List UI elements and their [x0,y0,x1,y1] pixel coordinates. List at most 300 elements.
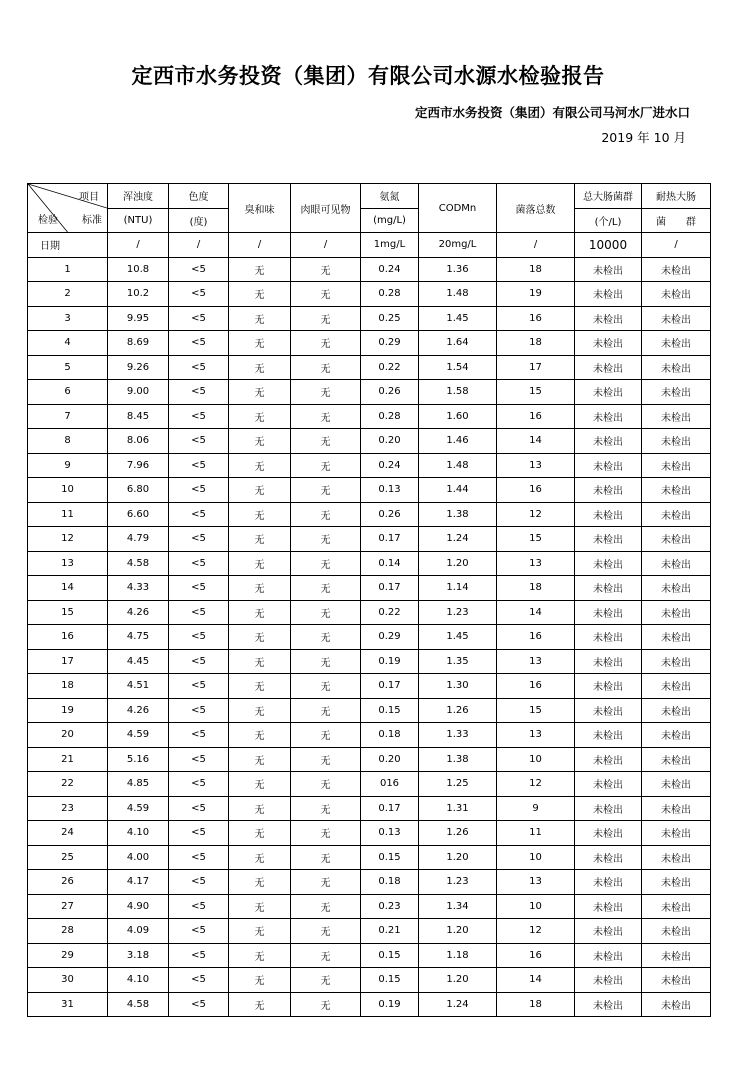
day-cell: 12 [28,527,108,552]
value-cell: 0.15 [361,968,419,993]
corner-item-label: 项目 [79,192,99,203]
value-cell: 13 [497,453,575,478]
value-cell: 无 [229,723,291,748]
value-cell: 未检出 [642,723,711,748]
value-cell: 无 [291,992,361,1017]
standard-value-7: 10000 [575,233,642,258]
value-cell: 10.8 [108,257,169,282]
day-cell: 7 [28,404,108,429]
value-cell: 未检出 [642,600,711,625]
value-cell: 未检出 [642,429,711,454]
column-header-2: 臭和味 [229,184,291,233]
corner-day-label: 日期 [28,233,108,258]
value-cell: 未检出 [642,968,711,993]
value-cell: 6.80 [108,478,169,503]
value-cell: 无 [291,919,361,944]
table-row [28,331,711,356]
day-cell: 9 [28,453,108,478]
value-cell: 16 [497,306,575,331]
table-row [28,747,711,772]
value-cell: 0.20 [361,747,419,772]
value-cell: 1.25 [419,772,497,797]
value-cell: 0.21 [361,919,419,944]
value-cell: 14 [497,429,575,454]
value-cell: 无 [229,453,291,478]
value-cell: 未检出 [575,674,642,699]
value-cell: 1.36 [419,257,497,282]
column-unit-7: (个/L) [575,208,642,233]
value-cell: 未检出 [575,747,642,772]
value-cell: 9.00 [108,380,169,405]
value-cell: 无 [229,306,291,331]
value-cell: <5 [169,551,229,576]
day-cell: 23 [28,796,108,821]
value-cell: 无 [291,527,361,552]
value-cell: 未检出 [642,992,711,1017]
value-cell: 未检出 [575,698,642,723]
value-cell: 1.20 [419,919,497,944]
value-cell: 12 [497,772,575,797]
day-cell: 13 [28,551,108,576]
value-cell: <5 [169,698,229,723]
value-cell: 1.45 [419,625,497,650]
value-cell: 9.26 [108,355,169,380]
value-cell: 0.24 [361,257,419,282]
value-cell: 13 [497,649,575,674]
standard-value-8: / [642,233,711,258]
value-cell: 0.13 [361,478,419,503]
value-cell: 13 [497,551,575,576]
value-cell: 18 [497,576,575,601]
value-cell: 1.26 [419,821,497,846]
value-cell: 1.38 [419,747,497,772]
value-cell: <5 [169,772,229,797]
value-cell: 未检出 [642,894,711,919]
value-cell: 1.20 [419,845,497,870]
value-cell: 3.18 [108,943,169,968]
value-cell: 8.69 [108,331,169,356]
value-cell: <5 [169,331,229,356]
table-row [28,576,711,601]
standard-value-4: 1mg/L [361,233,419,258]
value-cell: 无 [229,551,291,576]
value-cell: 1.20 [419,551,497,576]
value-cell: 未检出 [575,453,642,478]
value-cell: 无 [291,453,361,478]
value-cell: 1.54 [419,355,497,380]
value-cell: 未检出 [575,919,642,944]
value-cell: 无 [291,870,361,895]
value-cell: 4.33 [108,576,169,601]
day-cell: 25 [28,845,108,870]
value-cell: <5 [169,919,229,944]
value-cell: 未检出 [575,551,642,576]
value-cell: 未检出 [642,282,711,307]
value-cell: 无 [229,380,291,405]
value-cell: 未检出 [575,943,642,968]
column-unit-8: 菌 群 [642,208,711,233]
value-cell: <5 [169,380,229,405]
value-cell: 未检出 [642,404,711,429]
value-cell: <5 [169,747,229,772]
value-cell: 1.30 [419,674,497,699]
value-cell: 无 [291,772,361,797]
value-cell: 18 [497,257,575,282]
value-cell: <5 [169,674,229,699]
table-row [28,380,711,405]
day-cell: 11 [28,502,108,527]
value-cell: 无 [229,331,291,356]
value-cell: 未检出 [575,282,642,307]
value-cell: 未检出 [575,502,642,527]
value-cell: 1.26 [419,698,497,723]
day-cell: 30 [28,968,108,993]
value-cell: 1.48 [419,453,497,478]
table-row [28,551,711,576]
day-cell: 31 [28,992,108,1017]
value-cell: 无 [229,698,291,723]
day-cell: 28 [28,919,108,944]
value-cell: 未检出 [575,331,642,356]
value-cell: 10 [497,894,575,919]
header-row [28,184,711,209]
value-cell: <5 [169,600,229,625]
value-cell: 15 [497,380,575,405]
value-cell: 无 [291,625,361,650]
value-cell: 4.85 [108,772,169,797]
table-row [28,649,711,674]
value-cell: 无 [229,796,291,821]
value-cell: 无 [229,257,291,282]
table-row [28,698,711,723]
value-cell: 12 [497,502,575,527]
value-cell: <5 [169,943,229,968]
report-title: 定西市水务投资（集团）有限公司水源水检验报告 [131,64,605,88]
value-cell: 无 [291,600,361,625]
value-cell: 未检出 [642,478,711,503]
value-cell: 1.45 [419,306,497,331]
value-cell: 1.24 [419,527,497,552]
table-row [28,968,711,993]
value-cell: 未检出 [642,674,711,699]
value-cell: 无 [229,355,291,380]
value-cell: 16 [497,625,575,650]
value-cell: 0.22 [361,600,419,625]
table-row [28,772,711,797]
value-cell: 未检出 [642,943,711,968]
value-cell: <5 [169,845,229,870]
value-cell: 1.48 [419,282,497,307]
value-cell: 0.25 [361,306,419,331]
value-cell: 未检出 [642,747,711,772]
value-cell: 无 [291,380,361,405]
day-cell: 20 [28,723,108,748]
value-cell: 0.18 [361,723,419,748]
value-cell: 11 [497,821,575,846]
value-cell: 未检出 [642,796,711,821]
value-cell: <5 [169,478,229,503]
value-cell: 0.19 [361,649,419,674]
value-cell: 0.18 [361,870,419,895]
value-cell: 1.33 [419,723,497,748]
value-cell: 无 [229,478,291,503]
column-header-0: 浑浊度 [108,184,169,209]
value-cell: 无 [291,331,361,356]
column-header-7: 总大肠菌群 [575,184,642,209]
value-cell: 1.64 [419,331,497,356]
day-cell: 19 [28,698,108,723]
day-cell: 18 [28,674,108,699]
column-unit-0: (NTU) [108,208,169,233]
column-header-6: 菌落总数 [497,184,575,233]
value-cell: 0.15 [361,943,419,968]
day-cell: 17 [28,649,108,674]
water-quality-table [27,183,711,1017]
value-cell: <5 [169,649,229,674]
value-cell: 0.24 [361,453,419,478]
value-cell: 0.17 [361,796,419,821]
value-cell: 无 [291,502,361,527]
value-cell: 无 [229,429,291,454]
day-cell: 22 [28,772,108,797]
value-cell: 无 [291,429,361,454]
value-cell: 4.10 [108,968,169,993]
day-cell: 2 [28,282,108,307]
value-cell: 无 [291,747,361,772]
value-cell: 0.23 [361,894,419,919]
value-cell: 16 [497,404,575,429]
value-cell: 未检出 [575,845,642,870]
value-cell: 4.90 [108,894,169,919]
value-cell: 0.29 [361,625,419,650]
value-cell: 无 [291,649,361,674]
value-cell: <5 [169,576,229,601]
value-cell: 13 [497,870,575,895]
value-cell: 16 [497,478,575,503]
value-cell: 4.09 [108,919,169,944]
day-cell: 1 [28,257,108,282]
value-cell: 0.15 [361,845,419,870]
value-cell: 10.2 [108,282,169,307]
column-header-3: 肉眼可见物 [291,184,361,233]
value-cell: 无 [229,649,291,674]
value-cell: 0.20 [361,429,419,454]
value-cell: 0.22 [361,355,419,380]
value-cell: 6.60 [108,502,169,527]
value-cell: 无 [291,796,361,821]
value-cell: <5 [169,429,229,454]
value-cell: 1.35 [419,649,497,674]
value-cell: 无 [291,306,361,331]
value-cell: 1.31 [419,796,497,821]
value-cell: 未检出 [642,551,711,576]
value-cell: 0.26 [361,380,419,405]
value-cell: 未检出 [575,380,642,405]
value-cell: <5 [169,870,229,895]
value-cell: 4.26 [108,600,169,625]
table-row [28,527,711,552]
day-cell: 14 [28,576,108,601]
value-cell: 未检出 [642,698,711,723]
value-cell: 0.28 [361,282,419,307]
value-cell: 18 [497,331,575,356]
value-cell: 无 [229,919,291,944]
table-row [28,600,711,625]
value-cell: 未检出 [642,355,711,380]
value-cell: 未检出 [575,355,642,380]
value-cell: 无 [229,625,291,650]
value-cell: 10 [497,845,575,870]
column-header-8: 耐热大肠 [642,184,711,209]
standard-value-3: / [291,233,361,258]
table-row [28,355,711,380]
value-cell: 016 [361,772,419,797]
value-cell: 未检出 [642,845,711,870]
value-cell: 未检出 [575,723,642,748]
day-cell: 15 [28,600,108,625]
day-cell: 6 [28,380,108,405]
day-cell: 21 [28,747,108,772]
value-cell: 无 [291,723,361,748]
value-cell: 未检出 [642,502,711,527]
value-cell: 4.45 [108,649,169,674]
value-cell: 4.17 [108,870,169,895]
value-cell: 未检出 [642,257,711,282]
value-cell: <5 [169,355,229,380]
value-cell: 无 [291,968,361,993]
value-cell: 0.17 [361,527,419,552]
value-cell: 无 [229,404,291,429]
value-cell: 1.58 [419,380,497,405]
value-cell: <5 [169,968,229,993]
standard-row [28,233,711,258]
value-cell: 4.26 [108,698,169,723]
value-cell: 未检出 [642,380,711,405]
table-row [28,453,711,478]
value-cell: 无 [229,968,291,993]
value-cell: 未检出 [575,796,642,821]
value-cell: <5 [169,257,229,282]
standard-value-0: / [108,233,169,258]
value-cell: 无 [229,845,291,870]
value-cell: 1.44 [419,478,497,503]
value-cell: 15 [497,527,575,552]
value-cell: 无 [229,747,291,772]
value-cell: 未检出 [642,772,711,797]
value-cell: 未检出 [575,576,642,601]
value-cell: 无 [291,821,361,846]
value-cell: 无 [229,821,291,846]
day-cell: 3 [28,306,108,331]
value-cell: 8.45 [108,404,169,429]
value-cell: 未检出 [575,894,642,919]
corner-cell [28,184,108,233]
value-cell: 无 [291,404,361,429]
value-cell: 14 [497,600,575,625]
value-cell: 未检出 [575,404,642,429]
value-cell: 无 [229,992,291,1017]
value-cell: 无 [291,943,361,968]
value-cell: 未检出 [642,453,711,478]
value-cell: 0.17 [361,576,419,601]
day-cell: 16 [28,625,108,650]
corner-check-label: 检验 [38,215,58,226]
value-cell: 4.10 [108,821,169,846]
value-cell: 8.06 [108,429,169,454]
value-cell: 未检出 [575,306,642,331]
value-cell: 未检出 [642,649,711,674]
value-cell: 7.96 [108,453,169,478]
value-cell: 未检出 [642,527,711,552]
value-cell: 14 [497,968,575,993]
standard-value-5: 20mg/L [419,233,497,258]
value-cell: 无 [229,674,291,699]
value-cell: 无 [291,551,361,576]
table-row [28,306,711,331]
value-cell: 10 [497,747,575,772]
value-cell: 0.26 [361,502,419,527]
value-cell: 4.75 [108,625,169,650]
value-cell: 4.59 [108,796,169,821]
day-cell: 4 [28,331,108,356]
value-cell: 未检出 [575,429,642,454]
value-cell: 未检出 [642,821,711,846]
value-cell: 13 [497,723,575,748]
value-cell: 无 [229,772,291,797]
value-cell: 1.23 [419,600,497,625]
value-cell: <5 [169,821,229,846]
value-cell: 1.34 [419,894,497,919]
value-cell: 无 [229,576,291,601]
value-cell: 1.23 [419,870,497,895]
value-cell: 4.58 [108,551,169,576]
corner-standard-label: 标准 [82,215,102,226]
day-cell: 24 [28,821,108,846]
table-row [28,478,711,503]
value-cell: 15 [497,698,575,723]
value-cell: 1.46 [419,429,497,454]
value-cell: 0.15 [361,698,419,723]
value-cell: 19 [497,282,575,307]
column-unit-1: (度) [169,208,229,233]
value-cell: 无 [291,576,361,601]
day-cell: 29 [28,943,108,968]
value-cell: 4.00 [108,845,169,870]
table-row [28,257,711,282]
column-header-4: 氨氮 [361,184,419,209]
value-cell: 未检出 [575,870,642,895]
value-cell: 未检出 [575,772,642,797]
value-cell: 1.24 [419,992,497,1017]
value-cell: <5 [169,282,229,307]
value-cell: 4.59 [108,723,169,748]
value-cell: 未检出 [642,625,711,650]
column-unit-4: (mg/L) [361,208,419,233]
value-cell: 4.51 [108,674,169,699]
value-cell: 9.95 [108,306,169,331]
report-date: 2019 年 10 月 [601,130,686,145]
value-cell: 18 [497,992,575,1017]
value-cell: 未检出 [575,625,642,650]
value-cell: 未检出 [575,992,642,1017]
value-cell: 无 [229,894,291,919]
table-row [28,821,711,846]
value-cell: <5 [169,625,229,650]
table-row [28,870,711,895]
table-row [28,992,711,1017]
table-row [28,919,711,944]
table-row [28,625,711,650]
